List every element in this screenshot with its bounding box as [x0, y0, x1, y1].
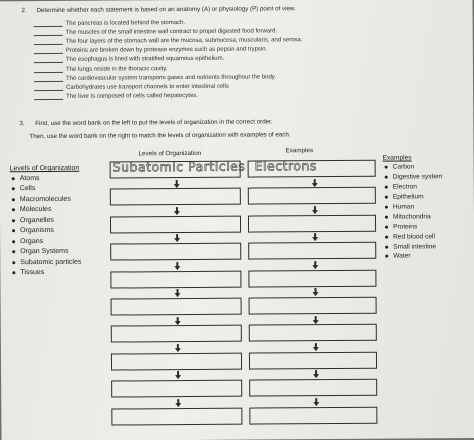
handwritten-example-answer: Electrons	[254, 158, 317, 174]
answer-blank[interactable]	[34, 39, 63, 45]
bullet-icon	[12, 271, 15, 274]
word-bank-item	[10, 267, 81, 278]
bullet-icon	[12, 229, 15, 232]
question-3-line-2: Then, use the word bank on the right to match the levels of organization with examples of each.	[29, 131, 291, 141]
word-bank-label: Proteins	[393, 223, 418, 231]
down-arrow-icon	[311, 370, 321, 378]
statement-row	[34, 89, 303, 100]
down-arrow-icon	[310, 261, 320, 269]
bullet-icon	[385, 196, 388, 199]
word-bank-item	[10, 225, 81, 236]
word-bank-item	[383, 241, 443, 251]
answer-blank[interactable]	[34, 94, 63, 100]
down-arrow-icon	[173, 344, 183, 352]
example-answer-box[interactable]	[248, 242, 376, 260]
word-bank-label: Organisms	[20, 227, 54, 235]
word-bank-item	[383, 212, 443, 222]
bullet-icon	[12, 177, 15, 180]
down-arrow-icon	[172, 262, 182, 270]
word-bank-item	[10, 194, 81, 205]
level-answer-box[interactable]	[111, 352, 242, 370]
example-answer-box[interactable]	[248, 160, 376, 178]
answer-blank[interactable]	[34, 21, 63, 27]
organization-answer-grid	[110, 160, 382, 440]
down-arrow-icon	[311, 398, 321, 406]
word-bank-label: Carbon	[392, 163, 415, 172]
word-bank-label: Small intestine	[393, 242, 437, 251]
example-answer-box[interactable]	[248, 214, 376, 232]
word-bank-item	[10, 183, 81, 194]
bullet-icon	[385, 206, 388, 209]
level-row	[110, 242, 380, 261]
down-arrow-icon	[310, 233, 320, 241]
example-answer-box[interactable]	[249, 379, 377, 397]
level-row	[111, 351, 381, 370]
example-answer-box[interactable]	[249, 297, 377, 315]
bullet-icon	[385, 255, 388, 258]
examples-column-header: Examples	[285, 147, 314, 155]
word-bank-label: Red blood cell	[393, 232, 435, 241]
levels-word-bank-title: Levels of Organization	[9, 164, 80, 173]
level-answer-box[interactable]	[111, 298, 242, 316]
level-row	[111, 324, 381, 343]
level-answer-box[interactable]	[110, 215, 241, 233]
down-arrow-icon	[311, 343, 321, 351]
word-bank-label: Tissues	[20, 269, 45, 277]
level-row	[110, 214, 380, 233]
example-answer-box[interactable]	[249, 324, 377, 342]
level-answer-box[interactable]	[111, 380, 242, 398]
level-row	[110, 187, 380, 206]
word-bank-item	[383, 182, 443, 192]
level-row	[111, 379, 381, 398]
word-bank-label: Epithelium	[392, 193, 424, 201]
level-answer-box[interactable]	[110, 158, 246, 179]
word-bank-item	[383, 162, 443, 172]
statement-text: Proteins are broken down by protease enzymes such as pepsin and trypsin.	[65, 46, 268, 55]
statement-row	[34, 25, 303, 36]
word-bank-label: Subatomic particles	[20, 258, 82, 266]
down-arrow-icon	[173, 399, 183, 407]
word-bank-label: Macromolecules	[19, 195, 71, 203]
level-row	[110, 269, 380, 288]
down-arrow-icon	[310, 179, 320, 187]
levels-word-bank	[10, 165, 82, 278]
down-arrow-icon	[172, 234, 182, 242]
statement-text: The esophagus is lined with stratified squamous epithelium.	[65, 56, 225, 64]
word-bank-item	[10, 257, 81, 268]
level-row	[110, 160, 380, 179]
word-bank-label: Electron	[392, 183, 418, 191]
word-bank-item	[383, 231, 443, 241]
word-bank-item	[383, 222, 443, 232]
down-arrow-icon	[172, 289, 182, 297]
question-3-prompt	[19, 118, 272, 127]
statement-row	[34, 71, 303, 82]
level-row	[111, 297, 381, 316]
answer-blank[interactable]	[34, 66, 63, 72]
handwritten-level-answer: Subatomic Particles	[112, 158, 246, 175]
level-answer-box[interactable]	[110, 270, 241, 288]
answer-blank[interactable]	[34, 85, 63, 91]
statement-text: The cardiovascular system transports gases and nutrients throughout the body.	[65, 74, 277, 82]
down-arrow-icon	[173, 371, 183, 379]
question-3-number: 3.	[19, 120, 25, 128]
example-answer-box[interactable]	[248, 269, 376, 287]
bullet-icon	[12, 261, 15, 264]
bullet-icon	[385, 176, 388, 179]
question-2-prompt	[22, 5, 296, 14]
down-arrow-icon	[311, 316, 321, 324]
word-bank-item	[10, 204, 81, 215]
answer-blank[interactable]	[34, 76, 63, 82]
bullet-icon	[385, 166, 388, 169]
word-bank-label: Molecules	[19, 206, 52, 214]
answer-blank[interactable]	[34, 48, 63, 54]
down-arrow-icon	[310, 288, 320, 296]
example-answer-box[interactable]	[249, 351, 377, 369]
down-arrow-icon	[172, 180, 182, 188]
word-bank-label: Water	[393, 252, 411, 261]
statement-row	[34, 34, 303, 45]
examples-word-bank	[383, 154, 444, 261]
down-arrow-icon	[172, 207, 182, 215]
bullet-icon	[385, 235, 388, 238]
word-bank-label: Organs	[20, 237, 44, 245]
down-arrow-icon	[173, 317, 183, 325]
word-bank-item	[383, 172, 443, 182]
bullet-icon	[385, 225, 388, 228]
statement-text: The pancreas is located behind the stomach.	[65, 20, 186, 27]
bullet-icon	[385, 245, 388, 248]
word-bank-label: Digestive system	[392, 173, 443, 181]
word-bank-item	[10, 236, 81, 247]
word-bank-label: Cells	[19, 185, 36, 193]
word-bank-label: Mitochondria	[392, 213, 431, 221]
statement-text: The four layers of the stomach wall are the mucosa, submucosa, muscularis, and serosa.	[65, 37, 303, 46]
word-bank-label: Human	[392, 203, 415, 211]
question-3-line-1: First, use the word bank on the left to put the levels of organization in the correct order.	[35, 118, 273, 128]
word-bank-item	[383, 192, 443, 202]
examples-word-bank-title: Examples	[382, 154, 412, 162]
bullet-icon	[12, 187, 15, 190]
word-bank-label: Organelles	[19, 216, 54, 224]
question-2-statements	[34, 16, 303, 100]
word-bank-item	[10, 215, 81, 226]
word-bank-item	[10, 173, 81, 184]
bullet-icon	[12, 250, 15, 253]
down-arrow-icon	[310, 206, 320, 214]
statement-text: The lungs reside in the thoracic cavity.	[65, 65, 168, 73]
statement-text: The liver is composed of cells called hepatocytes.	[66, 92, 198, 100]
level-row	[111, 406, 381, 425]
example-answer-box[interactable]	[248, 187, 376, 205]
word-bank-item	[383, 202, 443, 212]
bullet-icon	[385, 186, 388, 189]
level-answer-box[interactable]	[111, 325, 242, 343]
levels-column-header: Levels of Organization	[138, 149, 202, 158]
word-bank-label: Organ Systems	[20, 248, 69, 256]
question-2-title: Determine whether each statement is based on an anatomy (A) or physiology (P) point of view.	[36, 5, 296, 15]
statement-row	[34, 43, 303, 54]
level-answer-box[interactable]	[110, 243, 241, 261]
question-2-number: 2.	[21, 7, 27, 15]
bullet-icon	[385, 216, 388, 219]
word-bank-label: Atoms	[19, 174, 40, 182]
word-bank-item	[383, 251, 443, 261]
bullet-icon	[12, 219, 15, 222]
statement-text: Carbohydrates use transport channels to enter intestinal cells	[66, 83, 229, 91]
bullet-icon	[12, 240, 15, 243]
level-answer-box[interactable]	[110, 188, 241, 206]
answer-blank[interactable]	[34, 57, 63, 63]
bullet-icon	[12, 198, 15, 201]
statement-text: The muscles of the small intestine wall contract to propel digested food forward.	[65, 28, 278, 37]
example-answer-box[interactable]	[249, 406, 377, 424]
answer-blank[interactable]	[34, 30, 63, 36]
bullet-icon	[12, 208, 15, 211]
word-bank-item	[10, 246, 81, 257]
level-answer-box[interactable]	[111, 407, 242, 425]
